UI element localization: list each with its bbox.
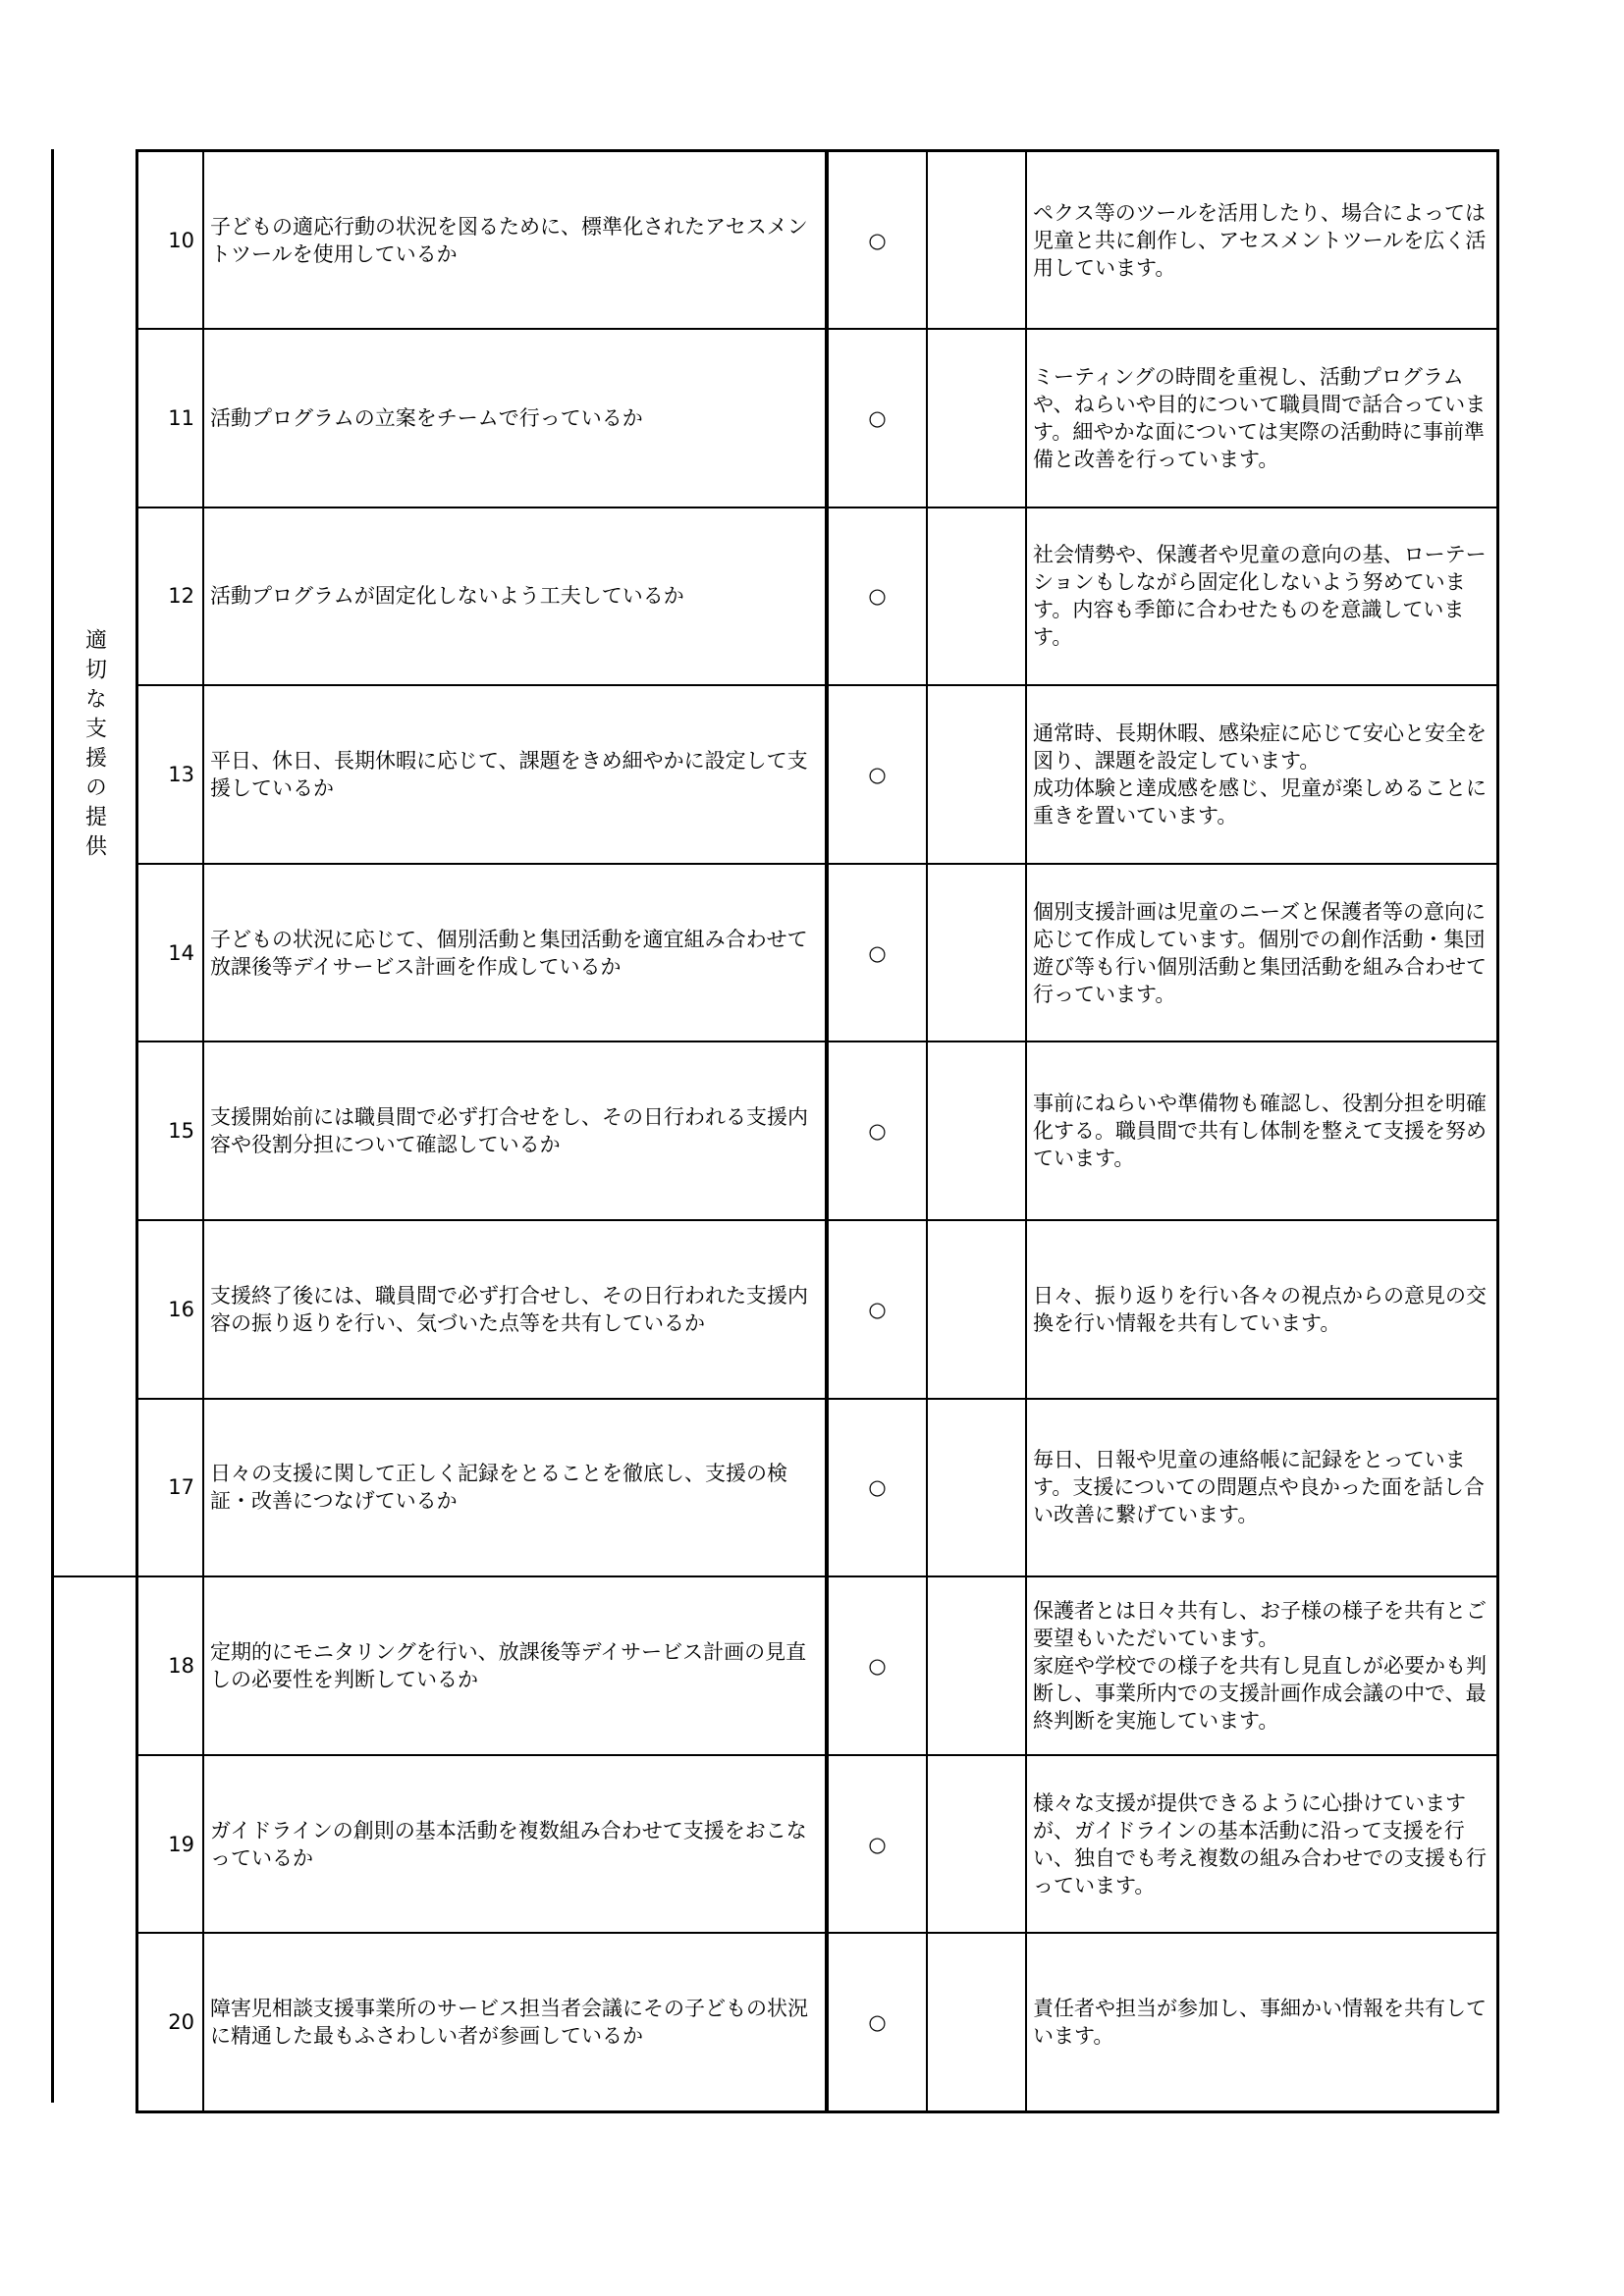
remarks-cell: 責任者や担当が参加し、事細かい情報を共有しています。 (1026, 1933, 1498, 2111)
answer-yes-cell: ○ (827, 1933, 927, 2111)
remarks-cell: 毎日、日報や児童の連絡帳に記録をとっています。支援についての問題点や良かった面を話し合い改善に繋げています。 (1026, 1399, 1498, 1577)
item-number: 14 (137, 864, 204, 1042)
answer-yes-cell: ○ (827, 507, 927, 686)
item-number: 20 (137, 1933, 204, 2111)
table-row (137, 1933, 1498, 2111)
answer-yes-cell: ○ (827, 864, 927, 1042)
answer-no-cell (927, 151, 1026, 330)
item-question: ガイドラインの創則の基本活動を複数組み合わせて支援をおこなっているか (203, 1755, 827, 1934)
item-number: 11 (137, 329, 204, 507)
remarks-cell: 保護者とは日々共有し、お子様の様子を共有とご要望もいただいています。 家庭や学校での様子を共有し見直しが必要かも判断し、事業所内での支援計画作成会議の中で、最終判断を実施しています。 (1026, 1576, 1498, 1755)
item-question: 子どもの状況に応じて、個別活動と集団活動を適宜組み合わせて放課後等デイサービス計画を作成しているか (203, 864, 827, 1042)
answer-no-cell (927, 507, 1026, 686)
category-divider (51, 1575, 137, 1577)
answer-no-cell (927, 329, 1026, 507)
answer-no-cell (927, 685, 1026, 864)
answer-yes-cell: ○ (827, 151, 927, 330)
item-number: 13 (137, 685, 204, 864)
item-number: 16 (137, 1220, 204, 1399)
answer-no-cell (927, 1399, 1026, 1577)
item-question: 子どもの適応行動の状況を図るために、標準化されたアセスメントツールを使用しているか (203, 151, 827, 330)
remarks-cell: 様々な支援が提供できるように心掛けていますが、ガイドラインの基本活動に沿って支援を行い、独自でも考え複数の組み合わせでの支援も行っています。 (1026, 1755, 1498, 1934)
remarks-cell: ペクス等のツールを活用したり、場合によっては児童と共に創作し、アセスメントツールを広く活用しています。 (1026, 151, 1498, 330)
remarks-cell: ミーティングの時間を重視し、活動プログラムや、ねらいや目的について職員間で話合っています。細やかな面については実際の活動時に事前準備と改善を行っています。 (1026, 329, 1498, 507)
category-label: 適切な支援の提供 (81, 628, 107, 864)
answer-yes-cell: ○ (827, 1041, 927, 1220)
checklist-table (135, 149, 1499, 2113)
item-number: 12 (137, 507, 204, 686)
table-row (137, 1399, 1498, 1577)
table-row (137, 1755, 1498, 1934)
item-number: 10 (137, 151, 204, 330)
remarks-cell: 事前にねらいや準備物も確認し、役割分担を明確化する。職員間で共有し体制を整えて支援を努めています。 (1026, 1041, 1498, 1220)
answer-yes-cell: ○ (827, 1399, 927, 1577)
item-number: 17 (137, 1399, 204, 1577)
remarks-cell: 通常時、長期休暇、感染症に応じて安心と安全を図り、課題を設定しています。 成功体験と達成感を感じ、児童が楽しめることに重きを置いています。 (1026, 685, 1498, 864)
table-row (137, 151, 1498, 330)
item-question: 活動プログラムの立案をチームで行っているか (203, 329, 827, 507)
item-question: 支援開始前には職員間で必ず打合せをし、その日行われる支援内容や役割分担について確認しているか (203, 1041, 827, 1220)
item-question: 活動プログラムが固定化しないよう工夫しているか (203, 507, 827, 686)
table-row (137, 1220, 1498, 1399)
table-row (137, 329, 1498, 507)
answer-yes-cell: ○ (827, 1755, 927, 1934)
answer-yes-cell: ○ (827, 685, 927, 864)
item-question: 障害児相談支援事業所のサービス担当者会議にその子どもの状況に精通した最もふさわしい者が参画しているか (203, 1933, 827, 2111)
item-question: 平日、休日、長期休暇に応じて、課題をきめ細やかに設定して支援しているか (203, 685, 827, 864)
item-number: 18 (137, 1576, 204, 1755)
table-row (137, 1576, 1498, 1755)
answer-no-cell (927, 1576, 1026, 1755)
item-question: 日々の支援に関して正しく記録をとることを徹底し、支援の検証・改善につなげているか (203, 1399, 827, 1577)
item-question: 支援終了後には、職員間で必ず打合せし、その日行われた支援内容の振り返りを行い、気づいた点等を共有しているか (203, 1220, 827, 1399)
category-column-line (51, 149, 54, 2103)
remarks-cell: 社会情勢や、保護者や児童の意向の基、ローテーションもしながら固定化しないよう努めています。内容も季節に合わせたものを意識しています。 (1026, 507, 1498, 686)
remarks-cell: 個別支援計画は児童のニーズと保護者等の意向に応じて作成しています。個別での創作活動・集団遊び等も行い個別活動と集団活動を組み合わせて行っています。 (1026, 864, 1498, 1042)
answer-yes-cell: ○ (827, 1576, 927, 1755)
answer-yes-cell: ○ (827, 329, 927, 507)
item-number: 19 (137, 1755, 204, 1934)
table-row (137, 507, 1498, 686)
item-number: 15 (137, 1041, 204, 1220)
table-row (137, 685, 1498, 864)
answer-yes-cell: ○ (827, 1220, 927, 1399)
table-row (137, 864, 1498, 1042)
remarks-cell: 日々、振り返りを行い各々の視点からの意見の交換を行い情報を共有しています。 (1026, 1220, 1498, 1399)
answer-no-cell (927, 864, 1026, 1042)
answer-no-cell (927, 1933, 1026, 2111)
item-question: 定期的にモニタリングを行い、放課後等デイサービス計画の見直しの必要性を判断しているか (203, 1576, 827, 1755)
answer-no-cell (927, 1220, 1026, 1399)
answer-no-cell (927, 1755, 1026, 1934)
answer-no-cell (927, 1041, 1026, 1220)
table-row (137, 1041, 1498, 1220)
